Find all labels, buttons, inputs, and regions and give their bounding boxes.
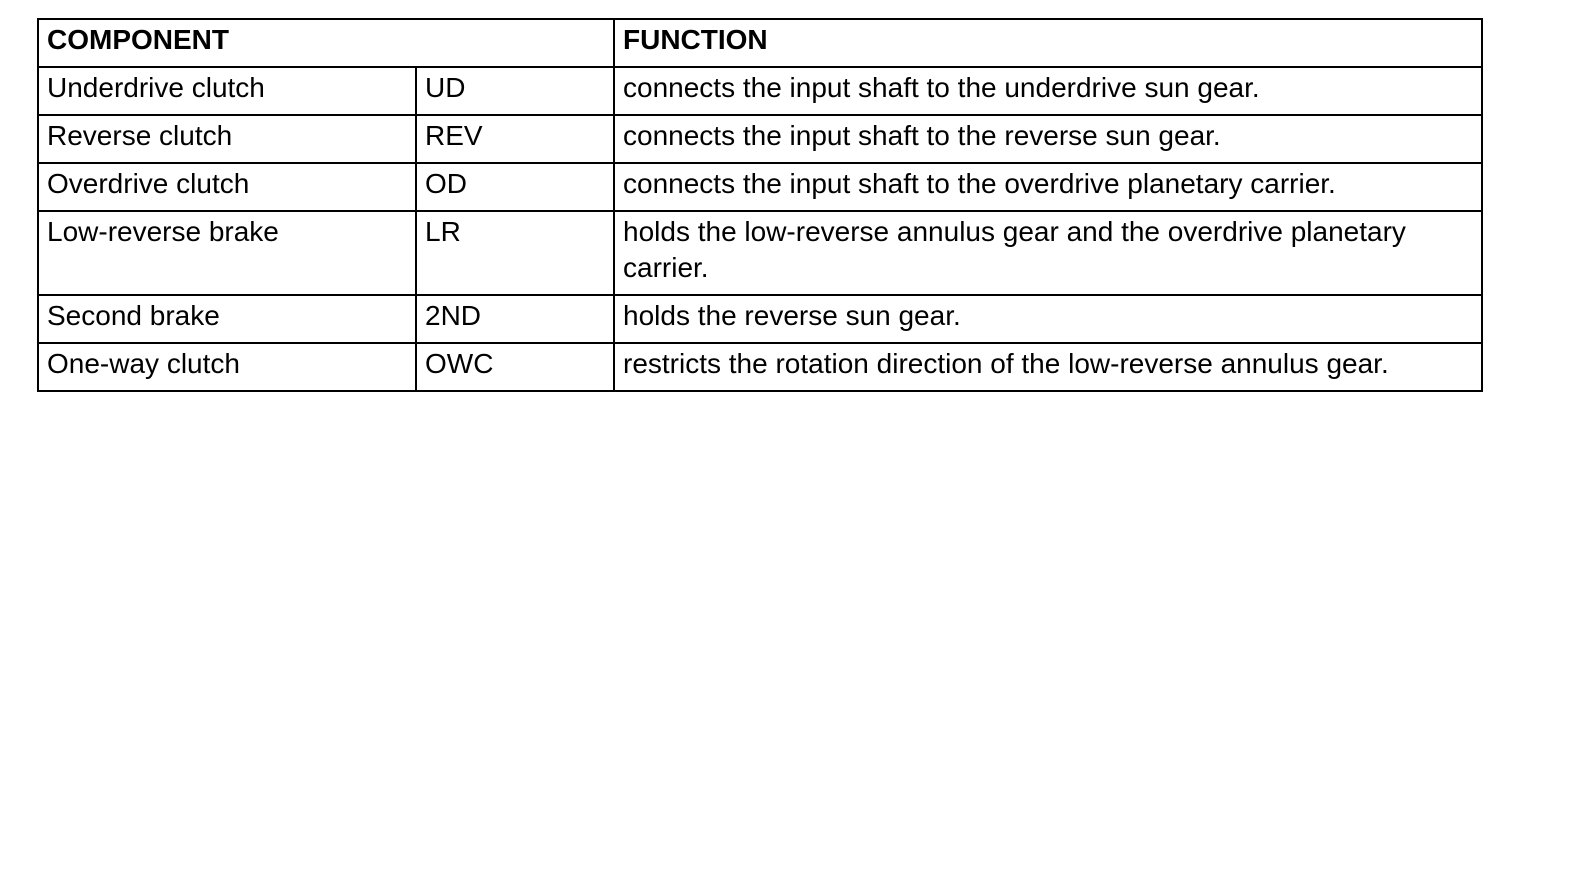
- component-name-cell: Low-reverse brake: [38, 211, 416, 295]
- header-function: FUNCTION: [614, 19, 1482, 67]
- component-name-cell: Second brake: [38, 295, 416, 343]
- table-row: [38, 67, 1482, 115]
- component-function-cell: restricts the rotation direction of the low-reverse annulus gear.: [614, 343, 1482, 391]
- header-component: COMPONENT: [38, 19, 614, 67]
- table-header-row: [38, 19, 1482, 67]
- component-function-cell: connects the input shaft to the underdrive sun gear.: [614, 67, 1482, 115]
- table-row: [38, 115, 1482, 163]
- table-row: [38, 343, 1482, 391]
- component-abbr-cell: REV: [416, 115, 614, 163]
- table-row: [38, 295, 1482, 343]
- component-abbr-cell: OD: [416, 163, 614, 211]
- component-function-cell: connects the input shaft to the reverse sun gear.: [614, 115, 1482, 163]
- component-function-table: [37, 18, 1483, 392]
- component-name-cell: Reverse clutch: [38, 115, 416, 163]
- table-row: [38, 211, 1482, 295]
- component-function-cell: connects the input shaft to the overdrive planetary carrier.: [614, 163, 1482, 211]
- component-name-cell: One-way clutch: [38, 343, 416, 391]
- component-name-cell: Overdrive clutch: [38, 163, 416, 211]
- component-abbr-cell: 2ND: [416, 295, 614, 343]
- component-name-cell: Underdrive clutch: [38, 67, 416, 115]
- component-abbr-cell: OWC: [416, 343, 614, 391]
- table-row: [38, 163, 1482, 211]
- component-function-cell: holds the low-reverse annulus gear and the overdrive planetary carrier.: [614, 211, 1482, 295]
- component-abbr-cell: LR: [416, 211, 614, 295]
- component-abbr-cell: UD: [416, 67, 614, 115]
- component-function-cell: holds the reverse sun gear.: [614, 295, 1482, 343]
